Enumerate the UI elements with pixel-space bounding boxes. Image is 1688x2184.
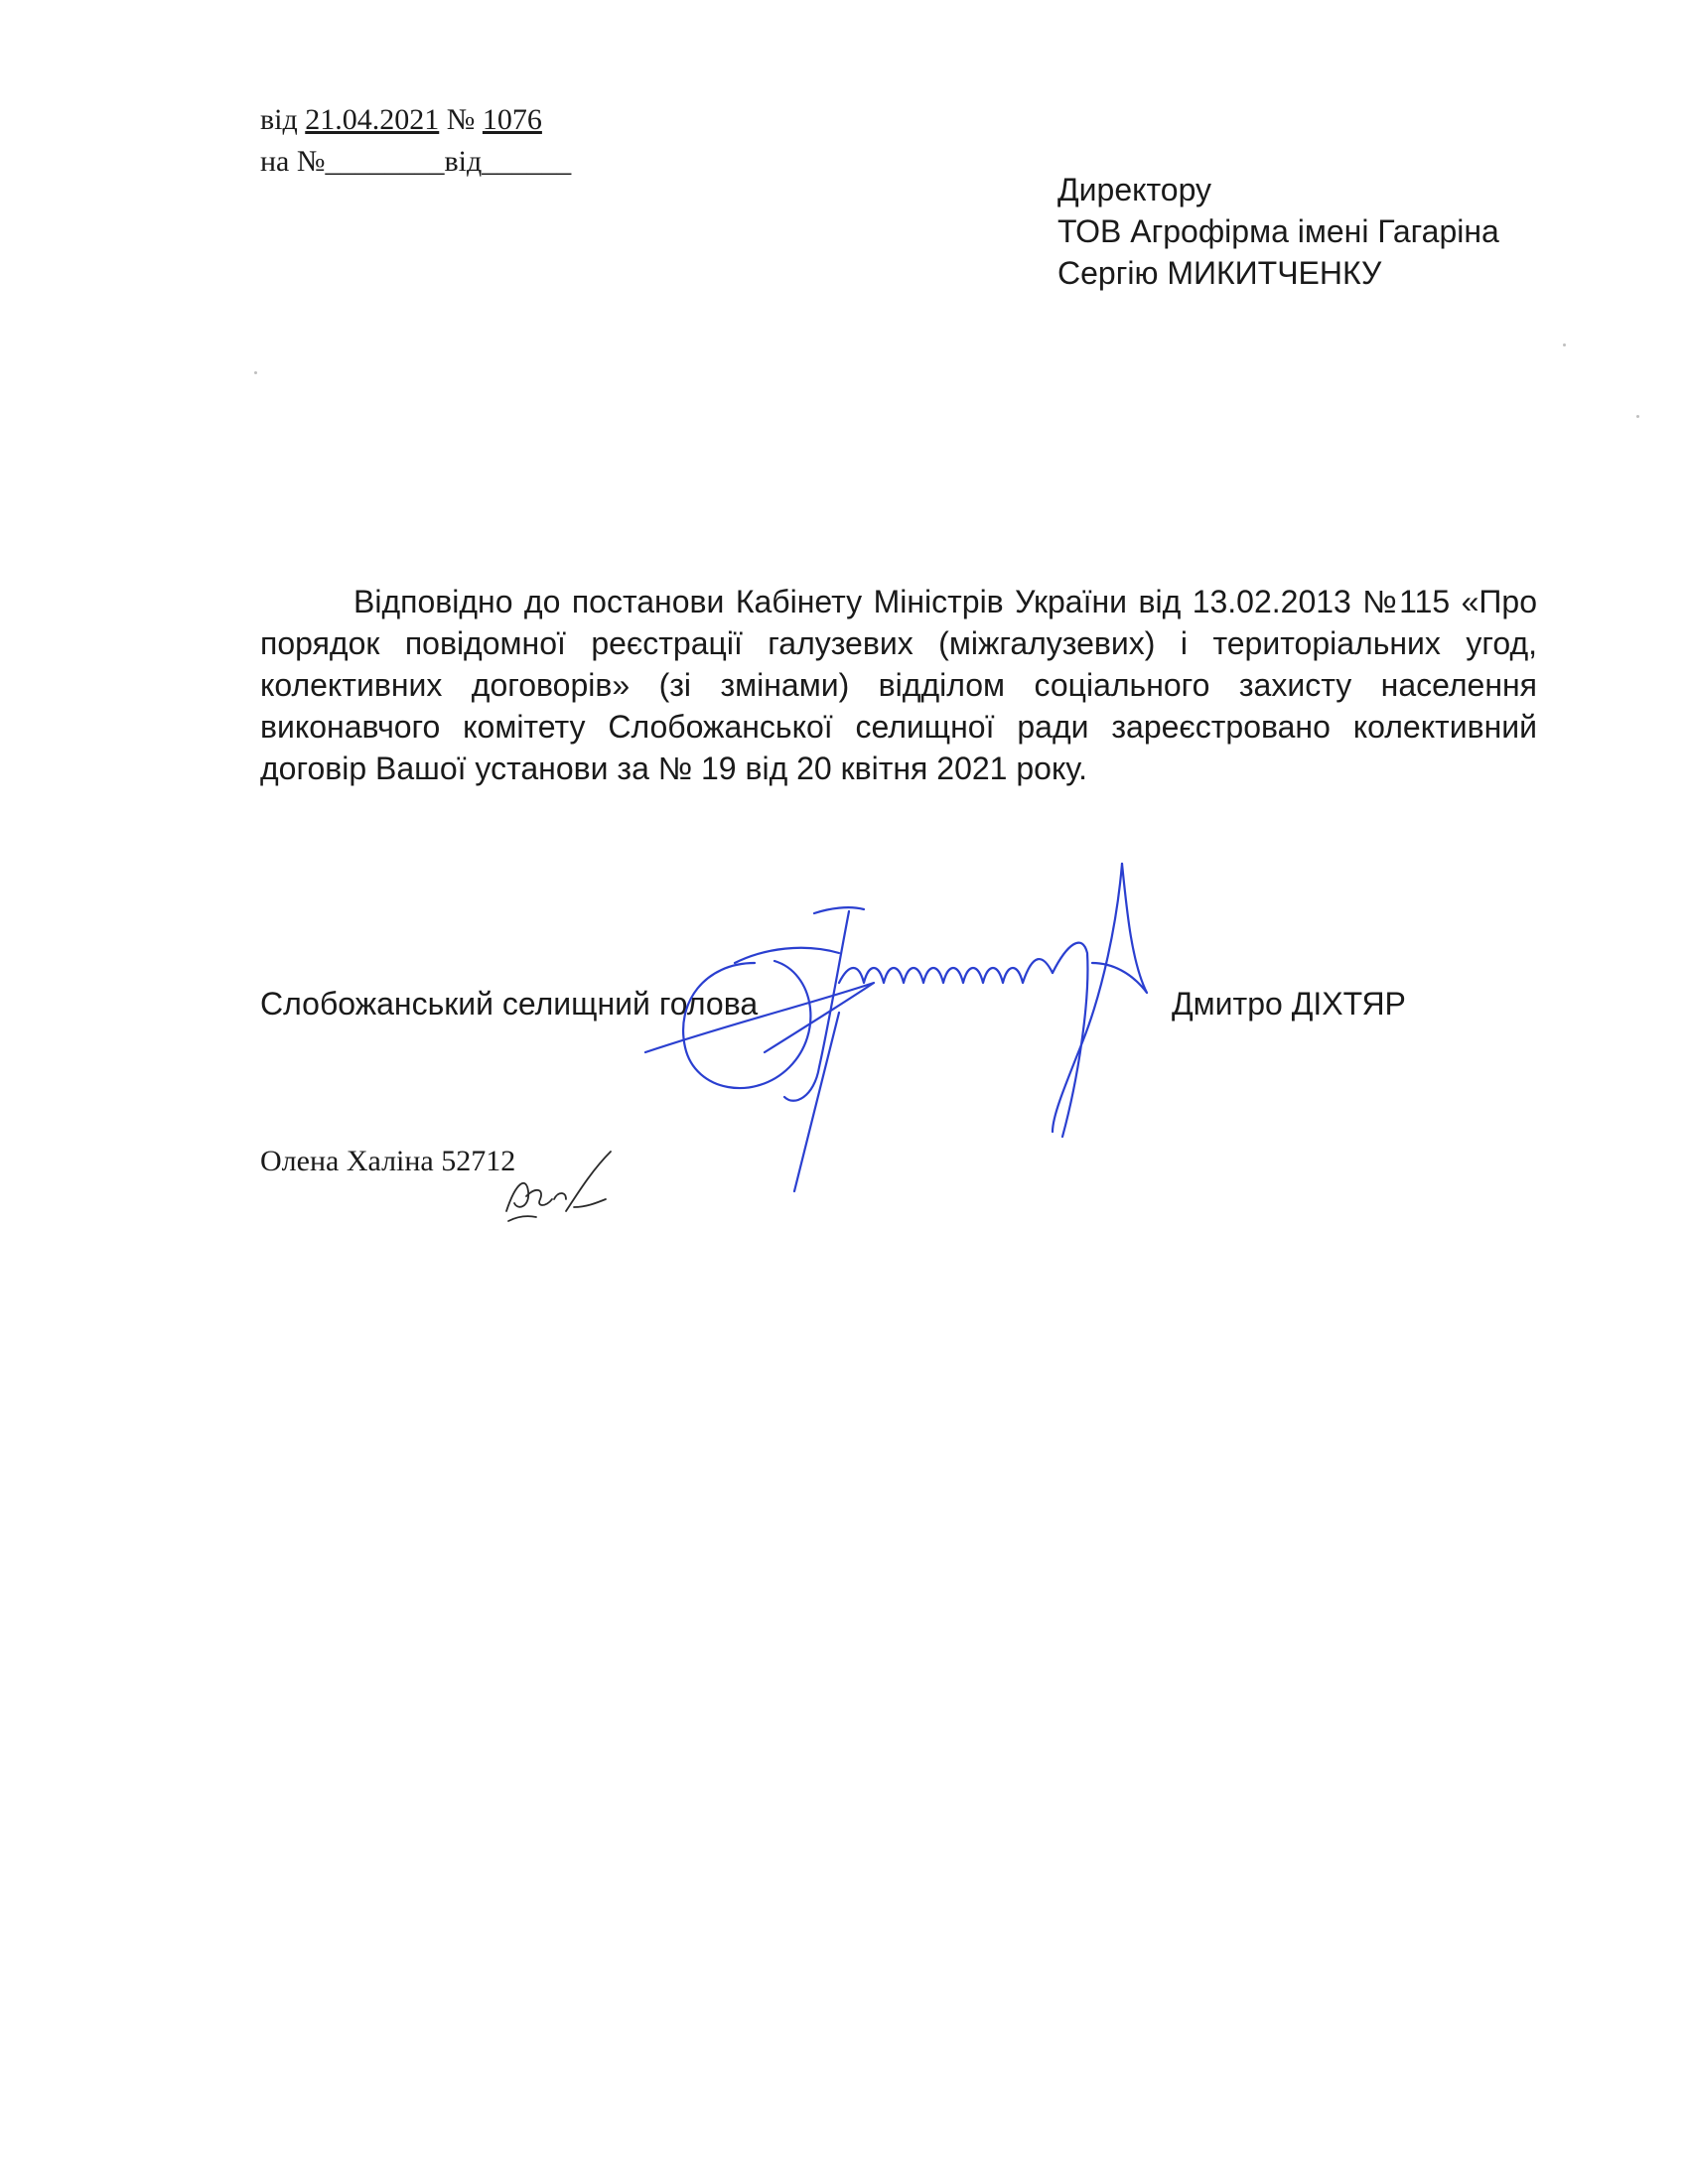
- outgoing-date: 21.04.2021: [305, 103, 440, 136]
- outgoing-date-number: [260, 99, 571, 141]
- addressee-name: Сергію МИКИТЧЕНКУ: [1057, 255, 1382, 291]
- letter-body: Відповідно до постанови Кабінету Міністрів України від 13.02.2013 №115 «Про порядок повідомної реєстрації галузевих (міжгалузевих) і територіальних угод, колективних договорів» (зі змінами) відділом соціального захисту населення виконавчого комітету Слобожанської селищної ради зареєстровано колективний договір Вашої установи за № 19 від 20 квітня 2021 року.: [260, 584, 1537, 786]
- from-label: від: [260, 103, 298, 136]
- outgoing-reference: [260, 99, 571, 183]
- scan-speck: [254, 371, 257, 374]
- signatory-name: Дмитро ДІХТЯР: [1172, 986, 1406, 1022]
- signatory-title: Слобожанський селищний голова: [260, 986, 759, 1022]
- addressee-position: Директору: [1057, 172, 1212, 207]
- addressee-company: ТОВ Агрофірма імені Гагаріна: [1057, 213, 1499, 249]
- number-sign: №: [446, 103, 476, 136]
- outgoing-number: 1076: [482, 103, 542, 136]
- scan-speck: [1636, 415, 1639, 418]
- executor-initials: [496, 1142, 626, 1231]
- scan-speck: [1563, 343, 1566, 346]
- handwritten-signature: [616, 854, 1172, 1211]
- addressee-block: [1057, 169, 1499, 294]
- executor-contact: Олена Халіна 52712: [260, 1145, 516, 1177]
- reply-reference-line: на №________від______: [260, 145, 572, 178]
